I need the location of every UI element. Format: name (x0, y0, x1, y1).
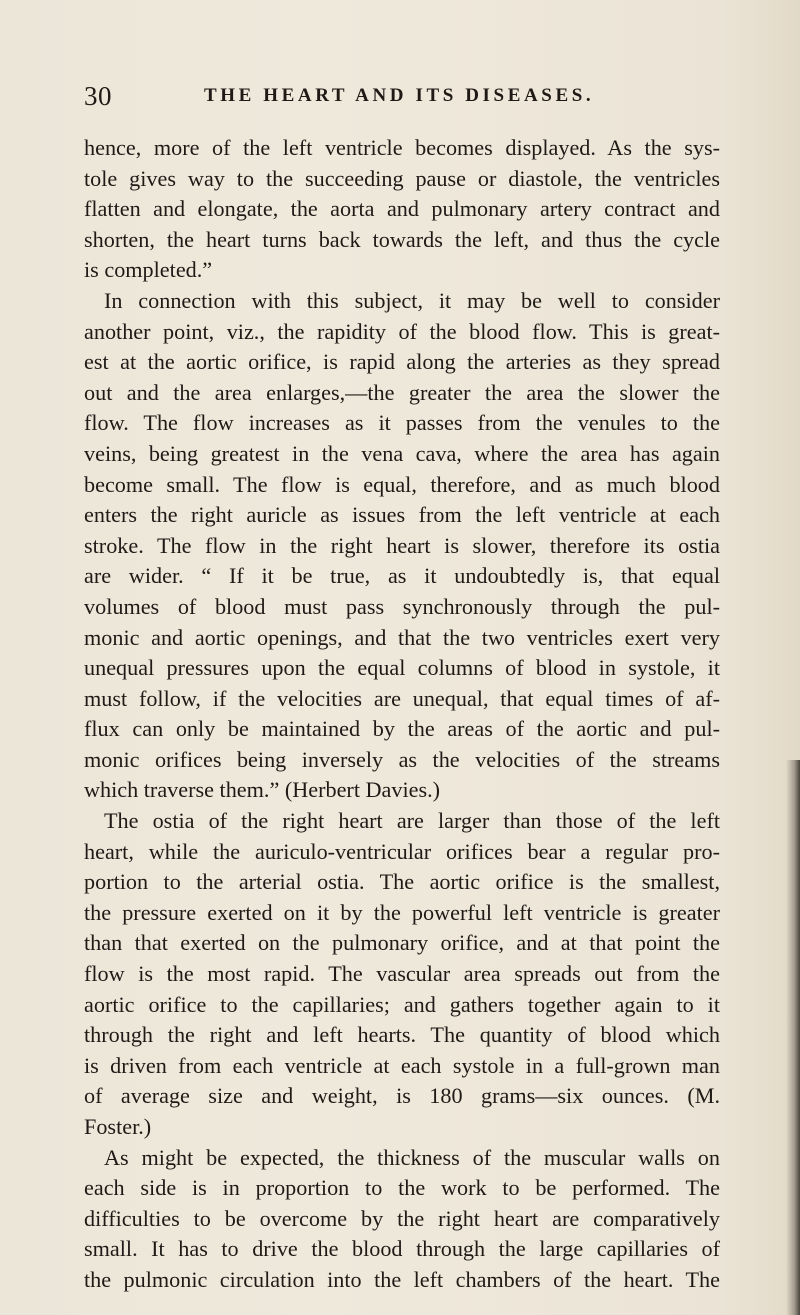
text-line: stroke. The flow in the right heart is slower, therefore its ostia (84, 532, 720, 558)
text-line: become small. The flow is equal, therefore, and as much blood (84, 471, 720, 497)
text-line: flatten and elongate, the aorta and pulmonary artery contract and (84, 196, 720, 222)
page-edge-shadow (786, 760, 800, 1315)
text-line: monic and aortic openings, and that the two ventricles exert very (84, 624, 720, 650)
text-line: The ostia of the right heart are larger than those of the left (104, 808, 720, 834)
text-line: is completed.” (84, 257, 213, 283)
text-line: than that exerted on the pulmonary orifice, and at that point the (84, 930, 720, 956)
text-line: Foster.) (84, 1114, 152, 1139)
text-line: flow. The flow increases as it passes from the venules to the (84, 410, 720, 436)
text-line: est at the aortic orifice, is rapid along the arteries as they spread (84, 349, 720, 375)
text-line: another point, viz., the rapidity of the blood flow. This is great- (84, 318, 720, 344)
body-text (84, 133, 720, 1296)
text-line: volumes of blood must pass synchronously through the pul- (84, 593, 720, 619)
text-line: aortic orifice to the capillaries; and gathers together again to it (84, 991, 720, 1017)
text-line: As might be expected, the thickness of the muscular walls on (104, 1144, 720, 1170)
page-number: 30 (84, 81, 112, 111)
text-line: tole gives way to the succeeding pause or diastole, the ventricles (84, 165, 720, 191)
text-line: In connection with this subject, it may be well to consider (104, 287, 720, 313)
running-head-title: THE HEART AND ITS DISEASES. (204, 85, 595, 106)
text-line: are wider. “ If it be true, as it undoubtedly is, that equal (84, 563, 720, 589)
text-line: the pulmonic circulation into the left chambers of the heart. The (84, 1266, 720, 1292)
text-line: of average size and weight, is 180 grams—six ounces. (M. (84, 1083, 720, 1109)
text-line: enters the right auricle as issues from the left ventricle at each (84, 502, 720, 528)
text-line: flux can only be maintained by the areas of the aortic and pul- (84, 716, 720, 742)
text-line: shorten, the heart turns back towards the left, and thus the cycle (84, 226, 720, 252)
text-line: out and the area enlarges,—the greater the area the slower the (84, 379, 720, 405)
running-head (84, 78, 724, 114)
text-line: is driven from each ventricle at each systole in a full-grown man (84, 1052, 720, 1078)
text-line: the pressure exerted on it by the powerful left ventricle is greater (84, 899, 720, 925)
text-line: must follow, if the velocities are unequal, that equal times of af- (84, 685, 720, 711)
text-line: monic orifices being inversely as the velocities of the streams (84, 746, 720, 772)
text-line: hence, more of the left ventricle becomes displayed. As the sys- (84, 135, 720, 160)
text-line: each side is in proportion to the work to be performed. The (84, 1175, 720, 1201)
text-line: portion to the arterial ostia. The aortic orifice is the smallest, (84, 869, 720, 895)
text-line: unequal pressures upon the equal columns of blood in systole, it (84, 655, 720, 681)
text-line: small. It has to drive the blood through the large capillaries of (84, 1236, 720, 1262)
text-line: through the right and left hearts. The quantity of blood which (84, 1022, 720, 1048)
text-line: flow is the most rapid. The vascular area spreads out from the (84, 961, 720, 987)
text-line: heart, while the auriculo-ventricular orifices bear a regular pro- (84, 838, 720, 864)
text-line: veins, being greatest in the vena cava, where the area has again (84, 440, 720, 466)
text-line: which traverse them.” (Herbert Davies.) (84, 777, 441, 803)
text-line: difficulties to be overcome by the right heart are comparatively (84, 1205, 720, 1231)
